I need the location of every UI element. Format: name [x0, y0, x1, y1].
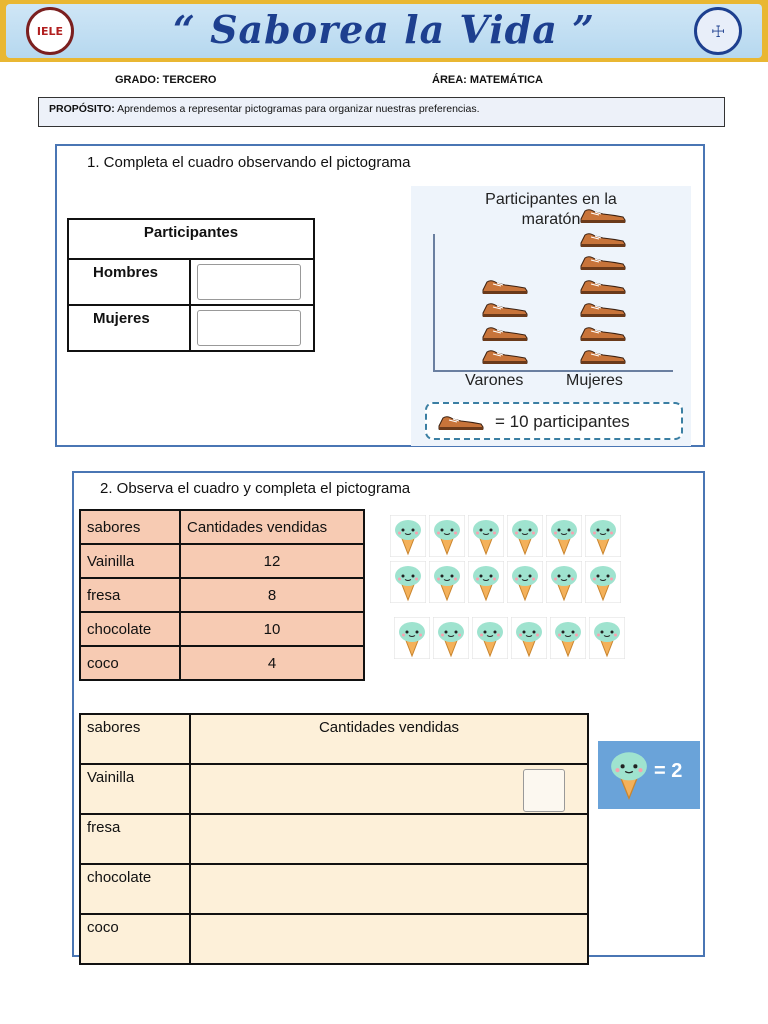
ice-cream-legend	[598, 741, 700, 809]
logo-text-left: IELE	[36, 24, 64, 38]
ice-cream-icon	[606, 747, 652, 801]
ice-cream-icon[interactable]	[433, 617, 469, 659]
x-label-varones: Varones	[465, 372, 524, 389]
header-sabores: sabores	[80, 714, 190, 764]
ice-cream-icon[interactable]	[429, 561, 465, 603]
ice-cream-icon[interactable]	[472, 617, 508, 659]
answer-box-hombres[interactable]	[197, 264, 301, 300]
logo-text-right: ☩	[710, 21, 726, 41]
ice-cream-icon[interactable]	[390, 515, 426, 557]
banner-background	[6, 4, 762, 58]
header-banner	[0, 0, 768, 62]
school-logo-right	[694, 7, 742, 55]
flavor-cell: coco	[80, 646, 180, 680]
qty-cell: 10	[180, 612, 364, 646]
flavor-cell: fresa	[80, 578, 180, 612]
purpose-box	[38, 97, 725, 127]
answer-box-mujeres[interactable]	[197, 310, 301, 346]
shoe-icon	[579, 229, 627, 248]
table-row	[80, 764, 588, 814]
exercise-2	[72, 471, 705, 957]
pictogram-answer-table	[79, 713, 589, 965]
table-row	[68, 305, 314, 351]
area-label: ÁREA: MATEMÁTICA	[432, 74, 544, 86]
qty-cell: 12	[180, 544, 364, 578]
ice-cream-icon[interactable]	[429, 515, 465, 557]
ice-cream-icon[interactable]	[546, 515, 582, 557]
row-label-mujeres: Mujeres	[68, 305, 190, 351]
qty-cell: 8	[180, 578, 364, 612]
flavor-cell: Vainilla	[80, 544, 180, 578]
table-row	[80, 646, 364, 680]
pictogram-legend	[425, 402, 683, 440]
ice-cream-icon[interactable]	[468, 561, 504, 603]
answer-cell[interactable]	[190, 764, 588, 814]
marathon-pictogram	[411, 186, 691, 446]
purpose-text: Aprendemos a representar pictogramas para organizar nuestras preferencias.	[114, 103, 480, 115]
participants-table	[67, 218, 315, 352]
shoe-icon	[579, 252, 627, 271]
ice-cream-icon[interactable]	[394, 617, 430, 659]
table-row	[80, 544, 364, 578]
table-row	[80, 814, 588, 864]
ice-cream-icon[interactable]	[390, 561, 426, 603]
flavor-cell: coco	[80, 914, 190, 964]
banner-title: “ Saborea la Vida ”	[173, 7, 595, 52]
exercise-1	[55, 144, 705, 447]
table-header-row	[80, 510, 364, 544]
flavor-cell: Vainilla	[80, 764, 190, 814]
ice-cream-icon[interactable]	[468, 515, 504, 557]
table-row	[80, 612, 364, 646]
pictogram-title	[411, 190, 691, 230]
table-row	[80, 578, 364, 612]
shoe-icon	[579, 299, 627, 318]
ice-cream-icon[interactable]	[585, 561, 621, 603]
qty-cell: 4	[180, 646, 364, 680]
header-cantidades: Cantidades vendidas	[180, 510, 364, 544]
shoe-icon	[481, 346, 529, 365]
flavor-cell: fresa	[80, 814, 190, 864]
purpose-label: PROPÓSITO:	[49, 103, 115, 115]
answer-cell[interactable]	[190, 864, 588, 914]
shoe-icon	[437, 412, 485, 431]
flavor-cell: chocolate	[80, 864, 190, 914]
answer-cell	[190, 305, 314, 351]
answer-cell	[190, 259, 314, 305]
row-label-hombres: Hombres	[68, 259, 190, 305]
shoe-icon	[579, 323, 627, 342]
school-logo-left	[26, 7, 74, 55]
pictogram-title-line2: maratón	[521, 211, 581, 228]
participants-table-header: Participantes	[68, 219, 314, 259]
exercise-2-title: 2. Observa el cuadro y completa el pictograma	[100, 480, 411, 497]
ice-cream-icon[interactable]	[589, 617, 625, 659]
shoe-icon	[579, 346, 627, 365]
header-sabores: sabores	[80, 510, 180, 544]
header-cantidades: Cantidades vendidas	[190, 714, 588, 764]
grade-label: GRADO: TERCERO	[115, 74, 217, 86]
ice-cream-icon[interactable]	[511, 617, 547, 659]
sticker-slot[interactable]	[523, 769, 565, 812]
table-row	[68, 259, 314, 305]
ice-cream-icon[interactable]	[507, 515, 543, 557]
ice-cream-icon[interactable]	[546, 561, 582, 603]
exercise-1-title: 1. Completa el cuadro observando el pictograma	[87, 154, 411, 171]
sales-table	[79, 509, 365, 681]
answer-cell[interactable]	[190, 814, 588, 864]
ice-cream-icon[interactable]	[507, 561, 543, 603]
ice-cream-icon[interactable]	[585, 515, 621, 557]
x-label-mujeres: Mujeres	[566, 372, 623, 389]
ice-cream-stickers	[390, 515, 640, 665]
answer-cell[interactable]	[190, 914, 588, 964]
pictogram-title-line1: Participantes en la	[485, 191, 617, 208]
table-row	[80, 864, 588, 914]
shoe-icon	[481, 323, 529, 342]
y-axis	[433, 234, 435, 372]
table-row	[80, 914, 588, 964]
flavor-cell: chocolate	[80, 612, 180, 646]
legend-text: = 10 participantes	[495, 412, 630, 431]
shoe-icon	[579, 276, 627, 295]
legend-equals-two: = 2	[654, 760, 683, 782]
shoe-icon	[579, 205, 627, 224]
shoe-icon	[481, 299, 529, 318]
table-header-row	[80, 714, 588, 764]
shoe-icon	[481, 276, 529, 295]
ice-cream-icon[interactable]	[550, 617, 586, 659]
